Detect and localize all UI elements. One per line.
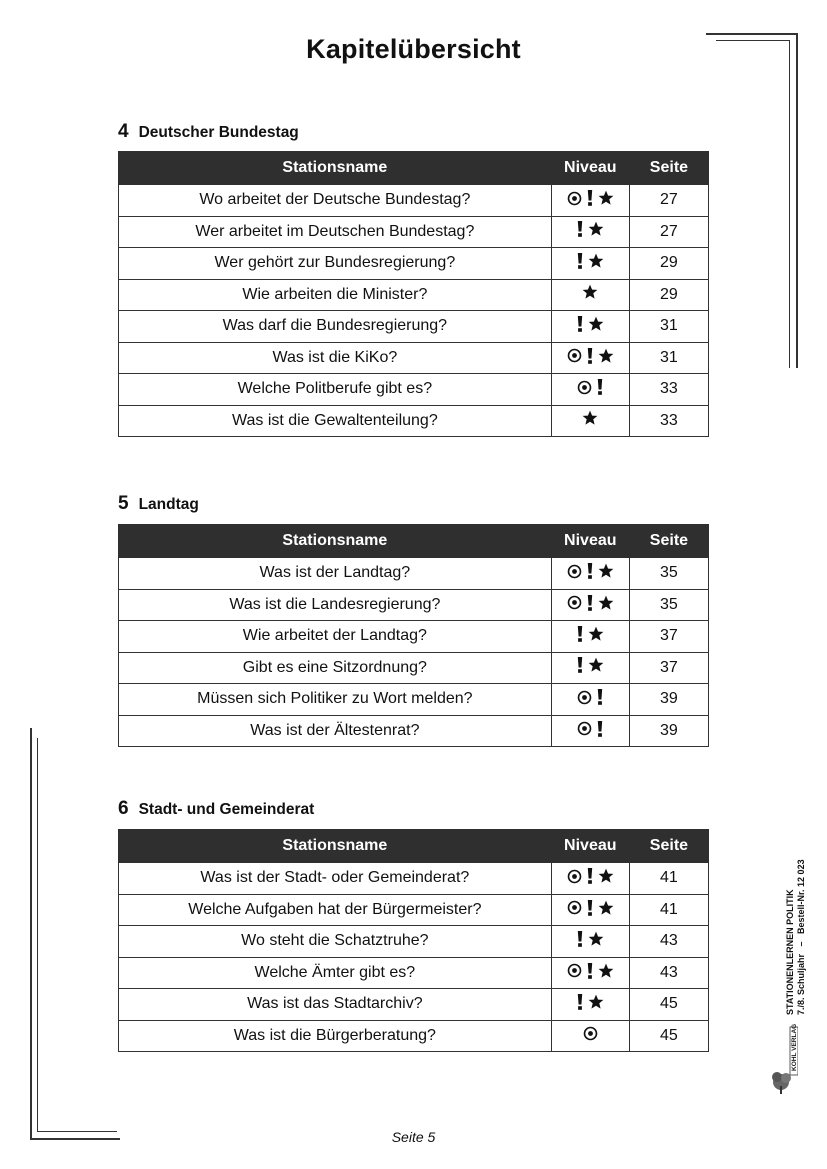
station-name: Wie arbeitet der Landtag? xyxy=(119,621,552,653)
level-icons xyxy=(577,657,604,673)
table-row xyxy=(119,989,709,1021)
station-level xyxy=(551,652,629,684)
level-icons xyxy=(577,994,604,1010)
level-icons xyxy=(577,931,604,947)
order-info: 7./8. Schuljahr – Bestell-Nr. 12 023 xyxy=(796,859,806,1015)
section-title: Deutscher Bundestag xyxy=(138,124,299,141)
table-row xyxy=(119,185,709,217)
level-icons xyxy=(577,379,603,395)
star-icon xyxy=(598,563,614,579)
table-row xyxy=(119,342,709,374)
station-page: 35 xyxy=(629,558,708,590)
circle-dot-icon xyxy=(577,380,592,395)
level-icons xyxy=(577,316,604,332)
series-title: STATIONENLERNEN POLITIK xyxy=(785,889,795,1015)
circle-dot-icon xyxy=(583,1026,598,1041)
column-header-stationsname: Stationsname xyxy=(119,830,552,863)
station-level xyxy=(551,715,629,747)
publisher-info xyxy=(785,835,807,1015)
station-level xyxy=(551,185,629,217)
station-name: Müssen sich Politiker zu Wort melden? xyxy=(119,684,552,716)
circle-dot-icon xyxy=(567,191,582,206)
station-name: Was ist die Bürgerberatung? xyxy=(119,1020,552,1052)
level-icons xyxy=(577,689,603,705)
level-icons xyxy=(582,410,598,426)
table-row xyxy=(119,248,709,280)
section-heading xyxy=(118,493,199,515)
circle-dot-icon xyxy=(567,564,582,579)
station-name: Wo steht die Schatztruhe? xyxy=(119,926,552,958)
station-level xyxy=(551,279,629,311)
circle-dot-icon xyxy=(567,963,582,978)
exclamation-icon xyxy=(577,657,583,673)
station-name: Was ist die Landesregierung? xyxy=(119,589,552,621)
column-header-seite: Seite xyxy=(629,152,708,185)
star-icon xyxy=(588,931,604,947)
station-name: Wer gehört zur Bundesregierung? xyxy=(119,248,552,280)
level-icons xyxy=(567,900,614,916)
station-name: Was ist der Ältestenrat? xyxy=(119,715,552,747)
station-level xyxy=(551,311,629,343)
station-page: 33 xyxy=(629,405,708,437)
column-header-seite: Seite xyxy=(629,830,708,863)
station-page: 43 xyxy=(629,926,708,958)
station-name: Was ist die Gewaltenteilung? xyxy=(119,405,552,437)
table-row xyxy=(119,652,709,684)
station-name: Was darf die Bundesregierung? xyxy=(119,311,552,343)
station-level xyxy=(551,684,629,716)
level-icons xyxy=(583,1026,598,1041)
station-table xyxy=(118,829,709,1052)
station-name: Was ist der Landtag? xyxy=(119,558,552,590)
table-row xyxy=(119,374,709,406)
table-row xyxy=(119,684,709,716)
station-table xyxy=(118,524,709,747)
star-icon xyxy=(598,595,614,611)
station-name: Wie arbeiten die Minister? xyxy=(119,279,552,311)
station-level xyxy=(551,558,629,590)
column-header-stationsname: Stationsname xyxy=(119,525,552,558)
level-icons xyxy=(567,348,614,364)
station-page: 27 xyxy=(629,185,708,217)
station-name: Was ist der Stadt- oder Gemeinderat? xyxy=(119,863,552,895)
star-icon xyxy=(598,190,614,206)
star-icon xyxy=(598,900,614,916)
station-level xyxy=(551,957,629,989)
station-name: Wer arbeitet im Deutschen Bundestag? xyxy=(119,216,552,248)
star-icon xyxy=(588,253,604,269)
station-page: 39 xyxy=(629,684,708,716)
station-name: Welche Aufgaben hat der Bürgermeister? xyxy=(119,894,552,926)
section-number: 4 xyxy=(118,121,129,142)
star-icon xyxy=(582,410,598,426)
frame-line-top-right xyxy=(706,33,797,35)
exclamation-icon xyxy=(577,221,583,237)
station-name: Wo arbeitet der Deutsche Bundestag? xyxy=(119,185,552,217)
table-row xyxy=(119,926,709,958)
station-page: 41 xyxy=(629,863,708,895)
station-page: 27 xyxy=(629,216,708,248)
page-number: Seite 5 xyxy=(391,1129,436,1145)
station-page: 37 xyxy=(629,652,708,684)
exclamation-icon xyxy=(587,348,593,364)
table-row xyxy=(119,279,709,311)
station-level xyxy=(551,926,629,958)
exclamation-icon xyxy=(587,868,593,884)
station-level xyxy=(551,374,629,406)
level-icons xyxy=(577,221,604,237)
exclamation-icon xyxy=(587,900,593,916)
section-title: Stadt- und Gemeinderat xyxy=(138,801,315,818)
exclamation-icon xyxy=(577,253,583,269)
station-name: Was ist das Stadtarchiv? xyxy=(119,989,552,1021)
exclamation-icon xyxy=(587,595,593,611)
station-name: Welche Ämter gibt es? xyxy=(119,957,552,989)
star-icon xyxy=(588,657,604,673)
exclamation-icon xyxy=(577,626,583,642)
section-number: 6 xyxy=(118,798,129,819)
page-title: Kapitelübersicht xyxy=(306,34,521,64)
station-name: Welche Politberufe gibt es? xyxy=(119,374,552,406)
table-row xyxy=(119,589,709,621)
station-level xyxy=(551,248,629,280)
section-heading xyxy=(118,798,314,820)
station-level xyxy=(551,621,629,653)
column-header-seite: Seite xyxy=(629,525,708,558)
section-heading xyxy=(118,121,299,143)
table-row xyxy=(119,558,709,590)
table-row xyxy=(119,863,709,895)
station-page: 31 xyxy=(629,311,708,343)
table-row xyxy=(119,957,709,989)
level-icons xyxy=(577,626,604,642)
station-name: Gibt es eine Sitzordnung? xyxy=(119,652,552,684)
section-title: Landtag xyxy=(138,496,199,513)
station-page: 45 xyxy=(629,1020,708,1052)
exclamation-icon xyxy=(577,316,583,332)
column-header-niveau: Niveau xyxy=(551,525,629,558)
station-page: 45 xyxy=(629,989,708,1021)
frame-line-left xyxy=(30,728,32,1139)
station-page: 29 xyxy=(629,279,708,311)
star-icon xyxy=(598,348,614,364)
circle-dot-icon xyxy=(577,690,592,705)
station-name: Was ist die KiKo? xyxy=(119,342,552,374)
exclamation-icon xyxy=(597,721,603,737)
station-page: 29 xyxy=(629,248,708,280)
circle-dot-icon xyxy=(567,900,582,915)
publisher-name: KOHL VERLAG xyxy=(791,1023,798,1071)
column-header-niveau: Niveau xyxy=(551,152,629,185)
circle-dot-icon xyxy=(567,348,582,363)
column-header-stationsname: Stationsname xyxy=(119,152,552,185)
station-level xyxy=(551,863,629,895)
exclamation-icon xyxy=(597,689,603,705)
level-icons xyxy=(567,190,614,206)
table-row xyxy=(119,311,709,343)
station-page: 39 xyxy=(629,715,708,747)
level-icons xyxy=(577,253,604,269)
circle-dot-icon xyxy=(577,721,592,736)
station-level xyxy=(551,989,629,1021)
station-page: 33 xyxy=(629,374,708,406)
station-page: 31 xyxy=(629,342,708,374)
star-icon xyxy=(588,626,604,642)
level-icons xyxy=(567,868,614,884)
table-header-row xyxy=(119,830,709,863)
station-page: 35 xyxy=(629,589,708,621)
station-table xyxy=(118,151,709,437)
star-icon xyxy=(582,284,598,300)
frame-line-left-inner xyxy=(37,738,38,1132)
star-icon xyxy=(588,994,604,1010)
station-level xyxy=(551,216,629,248)
star-icon xyxy=(598,963,614,979)
station-level xyxy=(551,342,629,374)
exclamation-icon xyxy=(577,994,583,1010)
exclamation-icon xyxy=(587,563,593,579)
table-header-row xyxy=(119,152,709,185)
station-page: 41 xyxy=(629,894,708,926)
station-page: 37 xyxy=(629,621,708,653)
circle-dot-icon xyxy=(567,595,582,610)
level-icons xyxy=(567,595,614,611)
section-number: 5 xyxy=(118,493,129,514)
star-icon xyxy=(598,868,614,884)
table-row xyxy=(119,1020,709,1052)
station-level xyxy=(551,1020,629,1052)
station-level xyxy=(551,894,629,926)
table-row xyxy=(119,715,709,747)
exclamation-icon xyxy=(597,379,603,395)
table-row xyxy=(119,405,709,437)
table-row xyxy=(119,621,709,653)
circle-dot-icon xyxy=(567,869,582,884)
exclamation-icon xyxy=(577,931,583,947)
table-header-row xyxy=(119,525,709,558)
level-icons xyxy=(567,963,614,979)
publisher-logo xyxy=(768,1022,798,1094)
table-row xyxy=(119,894,709,926)
frame-line-top-right-inner xyxy=(716,40,790,41)
frame-line-right-inner xyxy=(789,40,790,368)
station-level xyxy=(551,589,629,621)
level-icons xyxy=(567,563,614,579)
frame-line-right xyxy=(796,33,798,368)
star-icon xyxy=(588,316,604,332)
table-row xyxy=(119,216,709,248)
station-level xyxy=(551,405,629,437)
exclamation-icon xyxy=(587,190,593,206)
level-icons xyxy=(582,284,598,300)
level-icons xyxy=(577,721,603,737)
station-page: 43 xyxy=(629,957,708,989)
star-icon xyxy=(588,221,604,237)
column-header-niveau: Niveau xyxy=(551,830,629,863)
exclamation-icon xyxy=(587,963,593,979)
